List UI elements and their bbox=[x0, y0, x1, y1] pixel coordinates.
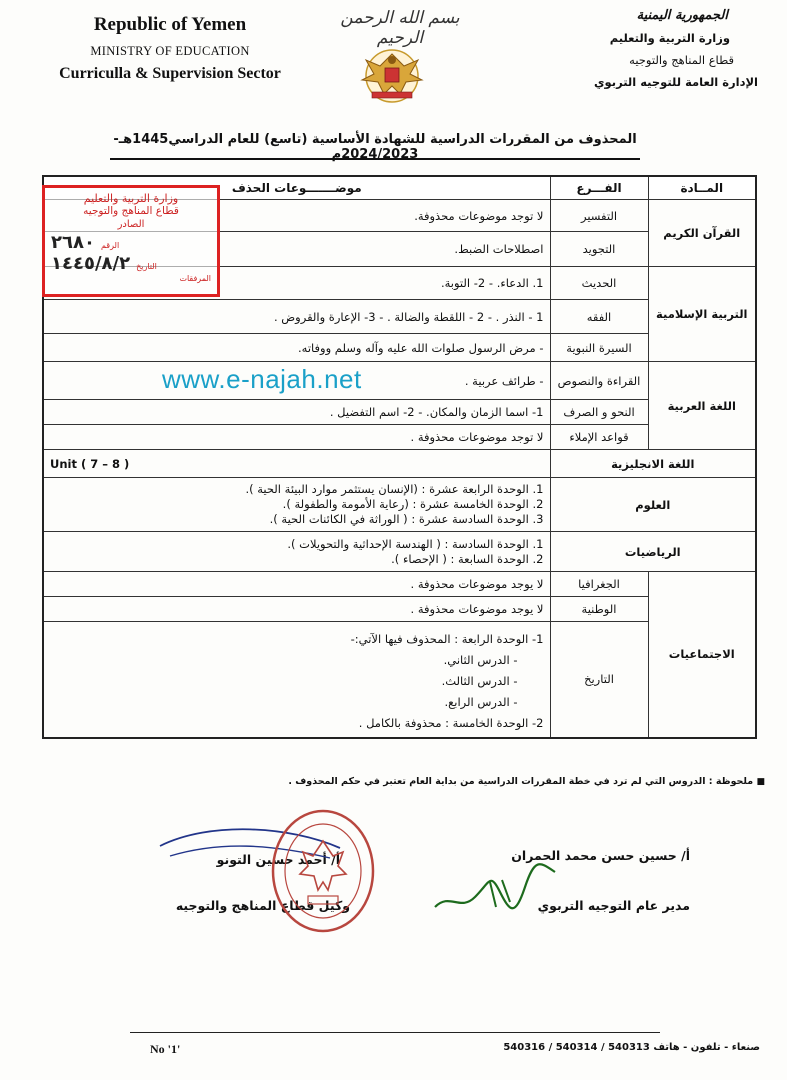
table-row bbox=[43, 362, 756, 400]
header-subject: المــادة bbox=[648, 176, 756, 200]
header-ar-directorate: الإدارة العامة للتوجيه التربوي bbox=[594, 75, 758, 89]
branch-seerah: السيرة النبوية bbox=[550, 334, 648, 362]
topic-tajweed: اصطلاحات الضبط. bbox=[43, 232, 550, 267]
subject-islamic: التربية الإسلامية bbox=[648, 267, 756, 362]
topic-reading: - طرائف عربية . bbox=[43, 362, 550, 400]
history-line: - الدرس الرابع. bbox=[444, 694, 518, 709]
stamp-date-value: ١٤٤٥/٨/٢ bbox=[51, 253, 131, 274]
yemen-eagle-emblem bbox=[350, 40, 434, 106]
topic-civics: لا يوجد موضوعات محذوفة . bbox=[43, 597, 550, 622]
branch-grammar: النحو و الصرف bbox=[550, 400, 648, 425]
stamp-date-row bbox=[51, 253, 211, 274]
stamp-line-outgoing: الصادر bbox=[117, 219, 145, 230]
stamp-number-value: ٢٦٨٠ bbox=[51, 232, 95, 253]
table-row bbox=[43, 450, 756, 478]
document-title: المحذوف من المقررات الدراسية للشهادة الأساسية (تاسع) للعام الدراسي1445هـ- 2024/2023م bbox=[110, 132, 640, 160]
topic-hadith: 1. الدعاء. - 2- التوبة. bbox=[43, 267, 550, 300]
subject-math: الرياضيات bbox=[550, 532, 756, 572]
note-text: الدروس التي لم ترد في خطة المقررات الدراسية من بداية العام تعتبر في حكم المحذوف . bbox=[288, 776, 706, 787]
page-number: No '1' bbox=[150, 1042, 181, 1056]
basmala-calligraphy: بسم الله الرحمن الرحيم bbox=[340, 8, 460, 48]
topic-english: Unit ( 7 – 8 ) bbox=[43, 450, 550, 478]
subject-english: اللغة الانجليزية bbox=[550, 450, 756, 478]
topic-history bbox=[43, 622, 550, 738]
signatory-left-title: وكيل قطاع المناهج والتوجيه bbox=[175, 898, 350, 913]
header-republic: Republic of Yemen bbox=[93, 14, 247, 35]
signatory-left-name: أ/ أحمد حسين التونو bbox=[216, 852, 340, 867]
branch-hadith: الحديث bbox=[550, 267, 648, 300]
bullet-icon: ■ bbox=[756, 777, 765, 787]
branch-history: التاريخ bbox=[550, 622, 648, 738]
website-watermark: www.e-najah.net bbox=[162, 364, 362, 394]
footnote bbox=[230, 776, 765, 787]
footer-contact: صنعاء - تلفون - هاتف 540313 / 540314 / 540316 bbox=[503, 1042, 760, 1053]
topic-tafsir: لا توجد موضوعات محذوفة. bbox=[43, 200, 550, 232]
branch-tafsir: التفسير bbox=[550, 200, 648, 232]
stamp-number-label: الرقم bbox=[100, 241, 120, 250]
topic-dictation: لا توجد موضوعات محذوفة . bbox=[43, 425, 550, 450]
subject-social: الاجتماعيات bbox=[648, 572, 756, 738]
table-row bbox=[43, 532, 756, 572]
history-line: 1- الوحدة الرابعة : المحذوف فيها الآتي:- bbox=[350, 631, 544, 646]
science-item: 2. الوحدة الخامسة عشرة : (رعاية الأمومة والطفولة ). bbox=[282, 497, 544, 511]
footer-divider bbox=[130, 1032, 660, 1033]
subject-quran: القرآن الكريم bbox=[648, 200, 756, 267]
topic-fiqh: 1 - النذر . - 2 - اللقطة والضالة . - 3- الإعارة والقروض . bbox=[43, 300, 550, 334]
topic-grammar: 1- اسما الزمان والمكان. - 2- اسم التفضيل . bbox=[43, 400, 550, 425]
branch-dictation: قواعد الإملاء bbox=[550, 425, 648, 450]
topic-geography: لا يوجد موضوعات محذوفة . bbox=[43, 572, 550, 597]
math-item: 1. الوحدة السادسة : ( الهندسة الإحداثية والتحويلات ). bbox=[287, 536, 544, 551]
math-item: 2. الوحدة السابعة : ( الإحصاء ). bbox=[391, 551, 544, 566]
header-ar-ministry: وزارة التربية والتعليم bbox=[609, 31, 730, 45]
stamp-line-sector: قطاع المناهج والتوجيه bbox=[83, 205, 179, 217]
stamp-date-label: التاريخ bbox=[136, 262, 157, 271]
branch-geography: الجغرافيا bbox=[550, 572, 648, 597]
note-label: ملحوظة : bbox=[708, 776, 754, 787]
signature-right-scribble bbox=[430, 852, 560, 922]
science-item: 1. الوحدة الرابعة عشرة : (الإنسان يستثمر موارد البيئة الحية ). bbox=[245, 482, 544, 496]
branch-fiqh: الفقه bbox=[550, 300, 648, 334]
topic-science bbox=[43, 478, 550, 532]
branch-civics: الوطنية bbox=[550, 597, 648, 622]
header-branch: الفـــرع bbox=[550, 176, 648, 200]
history-line: - الدرس الثالث. bbox=[441, 673, 518, 688]
branch-reading: القراءة والنصوص bbox=[550, 362, 648, 400]
header-english-block bbox=[40, 14, 300, 83]
header-arabic-block bbox=[520, 8, 758, 89]
history-line: - الدرس الثاني. bbox=[443, 652, 518, 667]
topic-seerah: - مرض الرسول صلوات الله عليه وآله وسلم ووفاته. bbox=[43, 334, 550, 362]
stamp-line-ministry: وزارة التربية والتعليم bbox=[83, 192, 179, 205]
topic-math bbox=[43, 532, 550, 572]
subject-arabic: اللغة العربية bbox=[648, 362, 756, 450]
history-line: 2- الوحدة الخامسة : محذوفة بالكامل . bbox=[358, 715, 544, 730]
stamp-attachments-label: المرفقات bbox=[179, 274, 211, 283]
header-ar-republic: الجمهورية اليمنية bbox=[636, 8, 728, 23]
header-ministry: MINISTRY OF EDUCATION bbox=[90, 44, 250, 58]
header-topics: موضـــــــوعات الحذف bbox=[43, 176, 550, 200]
branch-tajweed: التجويد bbox=[550, 232, 648, 267]
signatory-right-title: مدير عام التوجيه التربوي bbox=[537, 898, 690, 913]
table-row bbox=[43, 572, 756, 597]
header-sector: Curriculla & Supervision Sector bbox=[59, 65, 281, 82]
header-ar-sector: قطاع المناهج والتوجيه bbox=[629, 53, 734, 67]
science-item: 3. الوحدة السادسة عشرة : ( الوراثة في الكائنات الحية ). bbox=[269, 512, 544, 526]
incoming-register-stamp bbox=[42, 185, 220, 297]
table-row bbox=[43, 478, 756, 532]
stamp-number-row bbox=[51, 232, 211, 253]
signatory-right-name: أ/ حسين حسن محمد الحمران bbox=[511, 848, 690, 863]
subject-science: العلوم bbox=[550, 478, 756, 532]
official-round-seal bbox=[268, 806, 378, 936]
